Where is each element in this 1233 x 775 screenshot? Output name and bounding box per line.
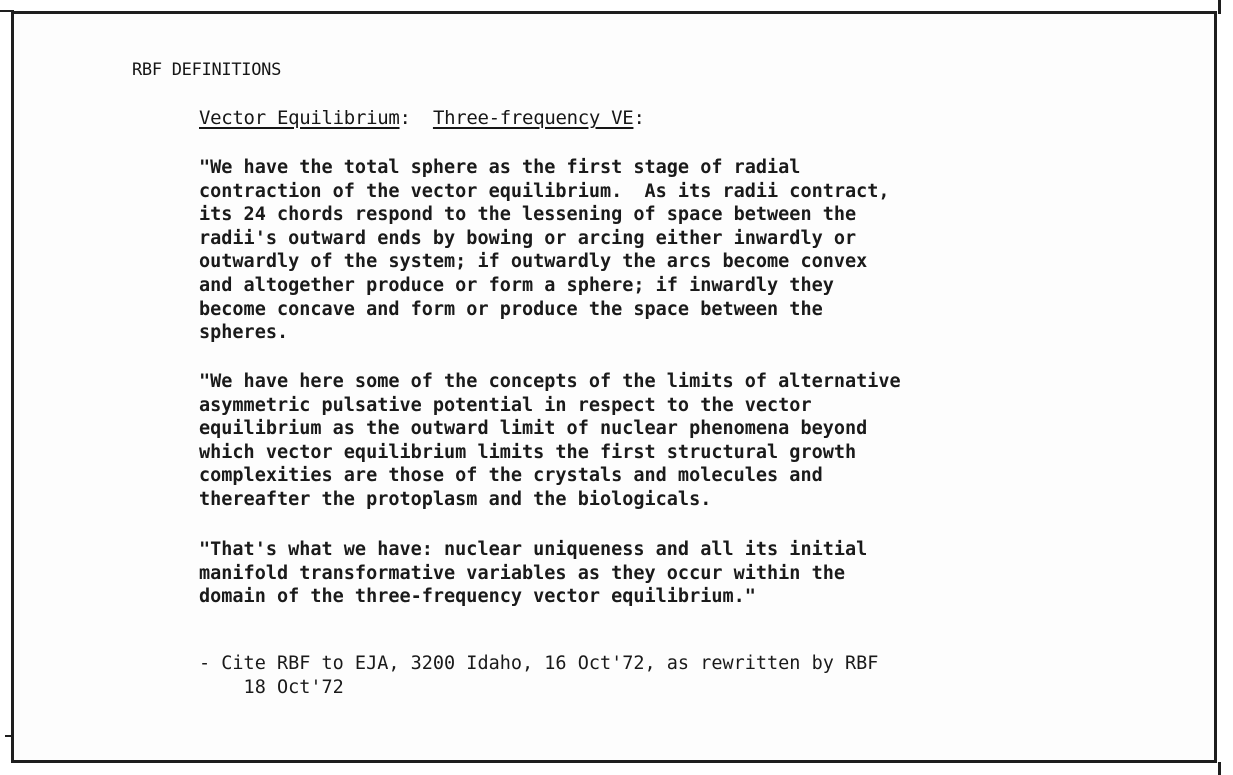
card-edge-mark <box>1218 0 1221 14</box>
document-heading: RBF DEFINITIONS <box>132 60 282 80</box>
quote-paragraph-2: "We have here some of the concepts of the limits of alternative asymmetric pulsative potential in respect to the vector equilibrium as the outward limit of nuclear phenomena beyond which vector equilibrium limits the first structural growth complexities are those of the crystals and molecules and thereafter the protoplasm and the biologicals. <box>199 371 901 510</box>
quote-paragraph-3: "That's what we have: nuclear uniqueness and all its initial manifold transformative variables as they occur within the domain of the three-frequency vector equilibrium." <box>199 539 868 608</box>
card-edge-mark <box>0 10 14 12</box>
subtitle-term-three-frequency-ve: Three-frequency VE <box>432 107 634 129</box>
quote-paragraph-1: "We have the total sphere as the first stage of radial contraction of the vector equilibrium. As its radii contract, its 24 chords respond to the lessening of space between the radii's outward ends by bowing or arcing either inwardly or outwardly of the system; if outwardly the arcs become convex and altogether produce or form a sphere; if inwardly they become concave and form or produce the space between the spheres. <box>199 157 890 344</box>
card-edge-mark <box>5 735 13 737</box>
subtitle-term-vector-equilibrium: Vector Equilibrium <box>199 107 400 129</box>
definition-subtitle <box>199 107 645 129</box>
subtitle-suffix: : <box>633 107 645 129</box>
card-edge-mark <box>1218 762 1221 775</box>
citation-line: - Cite RBF to EJA, 3200 Idaho, 16 Oct'72, as rewritten by RBF 18 Oct'72 <box>199 653 879 698</box>
subtitle-separator: : <box>399 107 433 129</box>
